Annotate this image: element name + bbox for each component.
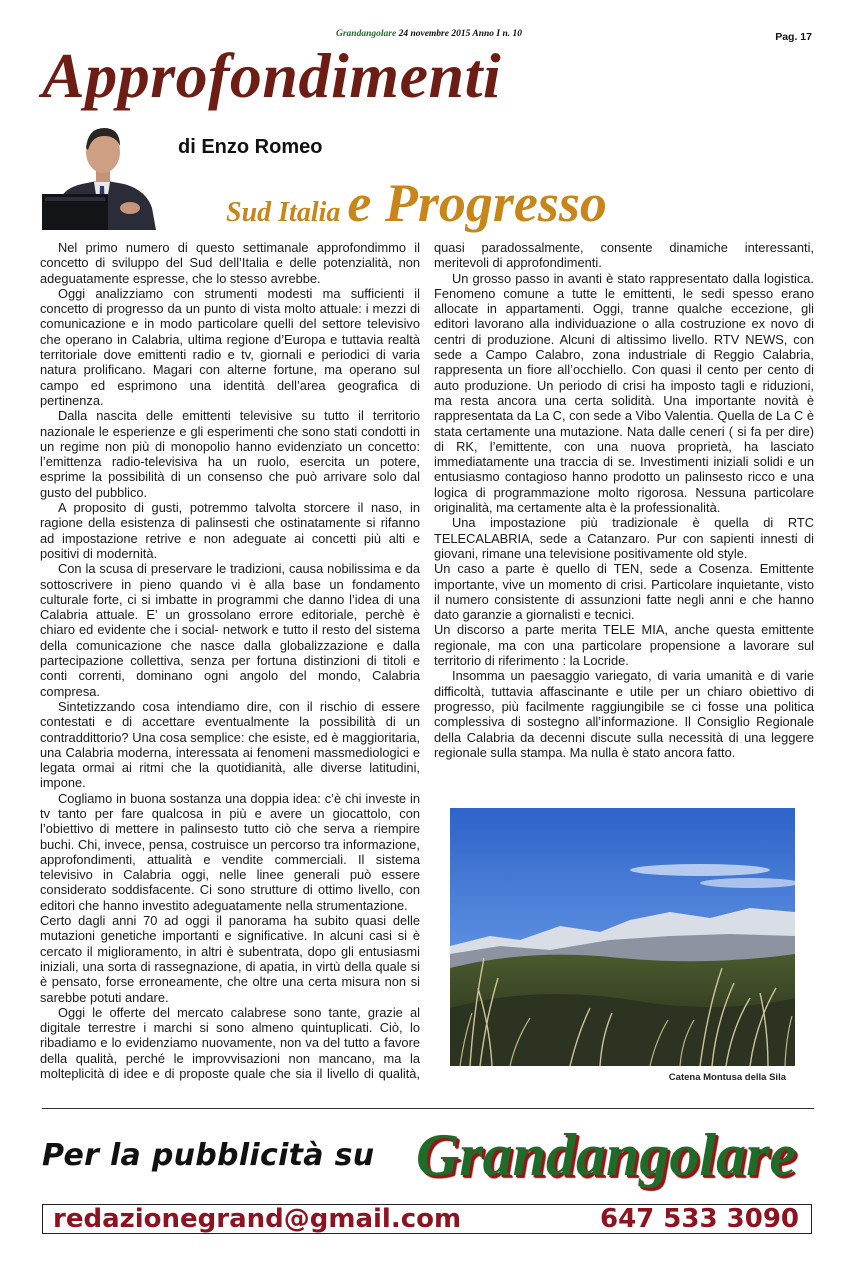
landscape-photo [450, 808, 795, 1066]
contact-box [42, 1204, 812, 1234]
paragraph: Cogliamo in buona sostanza una doppia idea: c’è chi investe in tv tanto per fare qualcosa in più e avere un giocattolo, con l’obiettivo di mettere in palinsesto tutto ciò che serva a riempire buchi. Chi, invece, pensa, costruisce un percorso tra informazione, approfondimenti, attualità e vendite commerciali. Il sistema televisivo in Calabria oggi, nelle linee generali può essere considerato soddisfacente. Ci sono strutture di ottimo livello, con editori che hanno investito adeguatamente nella strumentazione. [40, 790, 420, 913]
headline-part-1: Sud Italia [226, 197, 348, 228]
section-title: Approfondimenti [42, 40, 502, 111]
paragraph: Una impostazione più tradizionale è quella di RTC TELECALABRIA, sede a Catanzaro. Pur con sapienti innesti di giovani, rimane una televisione positivamente old style. [434, 515, 814, 561]
page-number: Pag. 17 [775, 31, 812, 43]
byline: di Enzo Romeo [178, 136, 323, 158]
ad-text: Per la pubblicità su [42, 1138, 375, 1173]
paragraph: Nel primo numero di questo settimanale approfondimmo il concetto di sviluppo del Sud dell’Italia e delle potenzialità, non adeguatamente espresse, che lo stesso avrebbe. [40, 240, 420, 286]
paragraph: A proposito di gusti, potremmo talvolta storcere il naso, in ragione della esistenza di palinsesti che ostinatamente si rifanno ad impostazione retrive e non adeguate ai concetti più alti e positivi di modernità. [40, 500, 420, 561]
contact-email[interactable]: redazionegrand@gmail.com [53, 1204, 462, 1234]
paragraph: Un discorso a parte merita TELE MIA, anche questa emittente regionale, ma con una particolare propensione a lavorare sul territorio di riferimento : la Locride. [434, 622, 814, 669]
paragraph: Oggi le offerte del mercato calabrese sono tante, grazie al digitale terrestre i marchi si sono almeno quintuplicati. Ciò, lo ribadiamo e lo evidenziamo nuovamente, non va del tutto a favore della qualità, perché le improvvisazioni non mancano, ma la molteplicità di idee e di proposte quale che sia il livello di qualità, quasi paradossalmente, consente dinamiche interessanti, meritevoli di approfondimenti. [40, 240, 814, 1082]
ad-brand-logo: Grandangolare [416, 1122, 797, 1188]
paragraph: Oggi analizziamo con strumenti modesti ma sufficienti il concetto di progresso da un punto di vista molto attuale: i mezzi di comunicazione e in modo particolare quelli del settore televisivo che operano in Calabria, ultima regione d’Europa e tuttavia realtà territoriale dove emittenti radio e tv, giornali e periodici di varia natura prolificano. Magari con alterne fortune, ma operano sul campo ed esprimono una identità dell’area geografica di pertinenza. [40, 285, 420, 408]
issue-date: 24 novembre 2015 Anno I n. 10 [396, 29, 522, 39]
paragraph: Un caso a parte è quello di TEN, sede a Cosenza. Emittente importante, vive un momento di crisi. Particolare inquietante, visto il numero consistente di assunzioni fatte negli anni e che hanno dato garanzie a giornalisti e tecnici. [434, 561, 814, 623]
paragraph: Insomma un paesaggio variegato, di varia umanità e di varie difficoltà, tuttavia affascinante e utile per un chiaro obiettivo di progresso, più facilmente raggiungibile se ci fosse una politica complessiva di sostegno all’informazione. Il Consiglio Regionale della Calabria da decenni discute sulla necessità di una leggere regionale sulla stampa. Ma nulla è stato ancora fatto. [434, 668, 814, 760]
paragraph: Certo dagli anni 70 ad oggi il panorama ha subito quasi delle mutazioni genetiche importanti e significative. In alcuni casi si è cercato il miglioramento, in altri è subentrata, dopo gli entusiasmi iniziali, una sorta di rassegnazione, di apatia, in virtù della quale si è pensato, forse erroneamente, che oltre una certa misura non si sarebbe potuti andare. [40, 913, 420, 1005]
masthead-info [336, 29, 522, 39]
paragraph: Dalla nascita delle emittenti televisive su tutto il territorio nazionale le esperienze e gli esperimenti che sono stati condotti in un regime non più di monopolio hanno evidenziato un concetto: l’emittenza radio-televisiva ha un ruolo, esercita un potere, esprime la possibilità di un consenso che può arrivare solo dal gusto del pubblico. [40, 408, 420, 500]
photo-caption: Catena Montusa della Sila [668, 1072, 786, 1083]
divider [42, 1108, 814, 1109]
contact-phone: 647 533 3090 [599, 1204, 799, 1234]
paragraph: Sintetizzando cosa intendiamo dire, con il rischio di essere contestati e di accettare eventualmente la possibilità di un contraddittorio? Una cosa semplice: che esiste, ed è maggioritaria, una Calabria moderna, interessata ai fenomeni massmediologici e legata ormai ai ritmi che la quotidianità, alle diverse latitudini, impone. [40, 698, 420, 791]
author-photo [42, 122, 158, 230]
headline-part-2: e Progresso [347, 173, 607, 233]
paragraph: Con la scusa di preservare le tradizioni, causa nobilissima e da sottoscrivere in pieno quando vi è alla base un fondamento culturale forte, ci si imbatte in programmi che danno l’idea di una Calabria attuale. E’ un grossolano errore editoriale, perchè è chiaro ed evidente che i social- network e tutto il resto del sistema della comunicazione che nasce dalla globalizzazione e dalla partecipazione collettiva, senza per fortuna distinzioni di titoli e conti correnti, dominano ogni angolo del mondo, Calabria compresa. [40, 561, 420, 699]
paragraph: Un grosso passo in avanti è stato rappresentato dalla logistica. Fenomeno comune a tutte le emittenti, le sedi spesso erano allocate in appartamenti. Oggi, tranne qualche eccezione, gli editori lavorano alla individuazione o alla costruzione ex novo di centri di produzione. Alcuni di altissimo livello. RTV NEWS, con sede a Campo Calabro, zona industriale di Reggio Calabria, rappresenta un fiore all’occhiello. Con quasi il cento per cento di auto produzione. Un periodo di crisi ha imposto tagli e riduzioni, ma resta ancora una certa solidità. Una importante novità è rappresentata da La C, con sede a Vibo Valentia. Quella de La C è stata certamente una mutazione. Nata dalle ceneri ( si fa per dire) di RK, l’emittente, con una nuova proprietà, ha lasciato immediatamente una traccia di se. Investimenti iniziali solidi e un entusiasmo contagioso hanno prodotto un palinsesto ricco e una logica di programmazione molto rigorosa. Nessuna particolare originalità, ma certamente alta è la professionalità. [434, 270, 814, 516]
paper-name: Grandangolare [336, 29, 397, 39]
